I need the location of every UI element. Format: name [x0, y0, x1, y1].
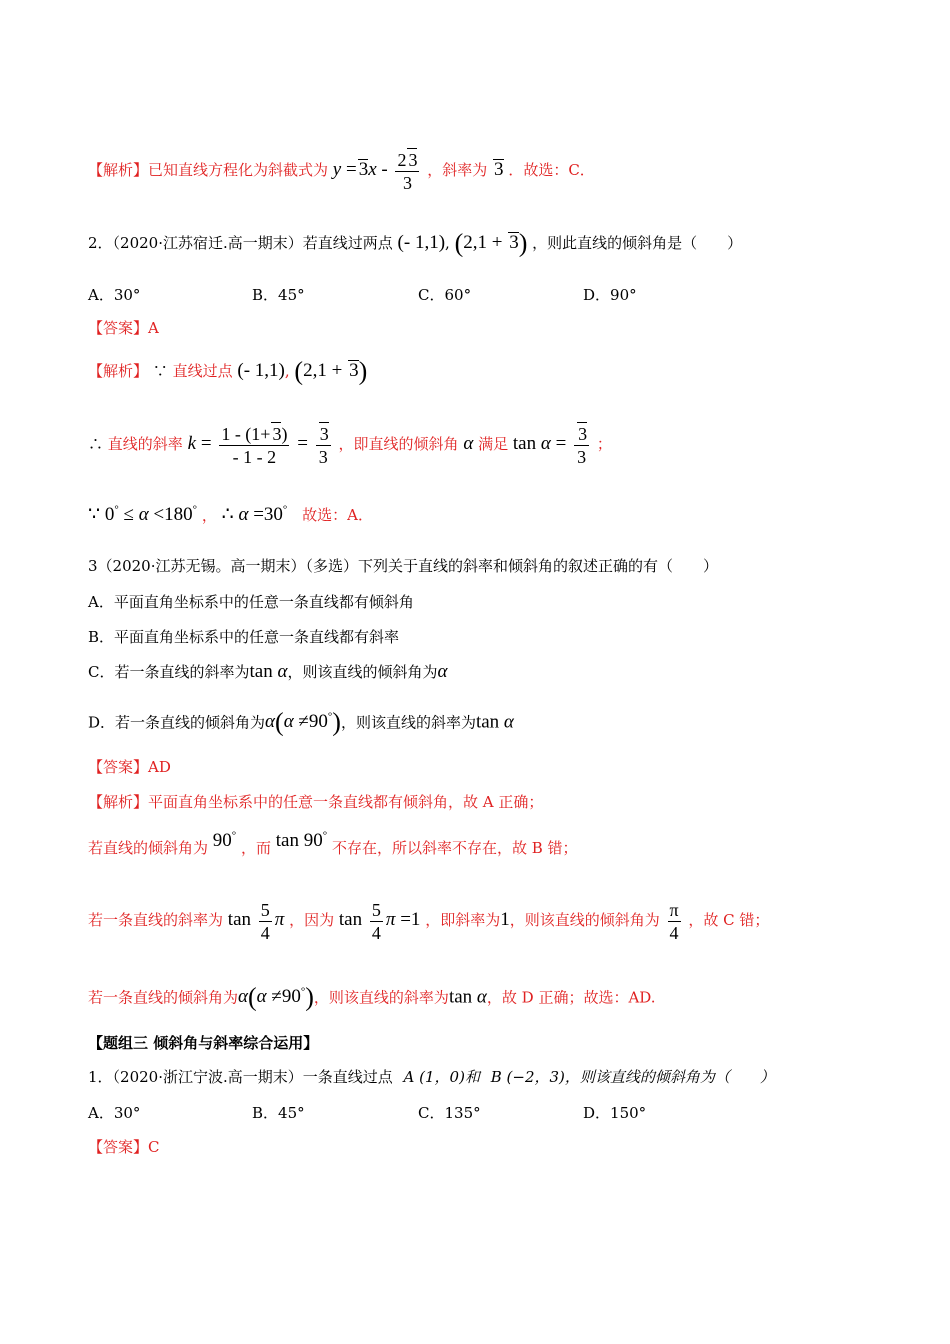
q2-angle-text: ，即直线的倾斜角 [338, 435, 459, 453]
q2-option-c: C．60° [418, 286, 472, 304]
q2-stem-prefix: 2．（2020·江苏宿迁.高一期末）若直线过两点 [88, 234, 393, 252]
therefore-symbol: ∴ [88, 435, 104, 453]
s3-q1-option-b: B．45° [252, 1104, 305, 1122]
q2-analysis-label: 【解析】 [88, 362, 149, 380]
q2-analysis-point-1: (- 1,1) [237, 360, 285, 381]
q2-slope-text: 直线的斜率 [107, 435, 183, 453]
s3-q1-answer: 【答案】C [88, 1138, 160, 1156]
q3-answer: 【答案】AD [88, 758, 171, 776]
s3-q1-option-c: C．135° [418, 1104, 481, 1122]
q2-analysis-point-2: (2,1 + 3) [294, 356, 368, 386]
q1-analysis-mid: ，斜率为 [427, 161, 488, 179]
q2-point-1: (- 1,1) [397, 232, 446, 253]
q1-fraction: $\frac{2 3}{3}$ [397, 150, 418, 193]
q1-analysis [88, 148, 595, 194]
q2-analysis-line3: ∵ 0° ≤ α <180° ， ∴ α =30° 故选：A． [88, 504, 373, 526]
q2-option-d: D．90° [583, 286, 637, 304]
q1-slope: 3 [494, 159, 504, 180]
q2-tan-value: $\frac{3}{3}$ [574, 422, 589, 468]
q2-satisfy-text: 满足 [478, 435, 509, 453]
because-symbol: ∵ [152, 362, 168, 380]
q1-analysis-suffix: ．故选：C． [508, 161, 595, 179]
q3-stem: 3（2020·江苏无锡。高一期末）（多选）下列关于直线的斜率和倾斜角的叙述正确的有（ ） [88, 557, 718, 575]
q3-option-c: C．若一条直线的斜率为tan α，则该直线的倾斜角为α [88, 661, 448, 682]
q3-option-b: B．平面直角坐标系中的任意一条直线都有斜率 [88, 628, 400, 646]
q3-analysis-4: 若一条直线的倾斜角为α(α ≠90°)，则该直线的斜率为tan α，故 D 正确；故选：AD. [88, 982, 656, 1012]
section-title: 【题组三 倾斜角与斜率综合运用】 [88, 1034, 319, 1052]
s3-q1-option-d: D．150° [583, 1104, 647, 1122]
q2-stem-suffix: ，则此直线的倾斜角是（ ） [532, 234, 743, 252]
q2-analysis-line2: ∴ 直线的斜率 k = $\frac{1 - (1+ 3)}{- 1 - 2}$ = $\frac{3}{3}$ ，即直线的倾斜角 α 满足 tan α = $\frac{3}{3}$ ； [88, 424, 612, 467]
q2-slope-fraction: $\frac{1 - (1+ 3)}{- 1 - 2}$ [221, 424, 288, 467]
q3-analysis-2: 若直线的倾斜角为 90° ，而 tan 90° 不存在，所以斜率不存在，故 B 错； [88, 830, 578, 857]
q2-answer: 【答案】A [88, 319, 159, 337]
q1-analysis-prefix: 【解析】已知直线方程化为斜截式为 [88, 161, 329, 179]
q3-option-d: D．若一条直线的倾斜角为α(α ≠90°)，则该直线的斜率为tan α [88, 707, 514, 737]
q2-point-2: (2,1 + 3) [454, 228, 528, 258]
q3-option-a: A．平面直角坐标系中的任意一条直线都有倾斜角 [88, 593, 414, 611]
q2-option-a: A．30° [88, 286, 141, 304]
q2-option-b: B．45° [252, 286, 305, 304]
q2-analysis-line1: 【解析】 ∵ 直线过点 (- 1,1), (2,1 + 3) [88, 356, 368, 386]
s3-q1-stem: 1．（2020·浙江宁波.高一期末）一条直线过点 A (1，0)和 B (−2，3)，则该直线的倾斜角为（ ） [88, 1068, 775, 1086]
q3-analysis-3: 若一条直线的斜率为 tan $\frac{5}{4}$ π ，因为 tan $\frac{5}{4}$ π =1 ，即斜率为1，则该直线的倾斜角为 $\frac{\pi}{4}$ ，故 C 错； [88, 899, 770, 943]
q2-slope-value: $\frac{3}{3}$ [316, 422, 331, 468]
s3-q1-option-a: A．30° [88, 1104, 141, 1122]
q2-range: ∵ 0° ≤ α <180° [88, 504, 198, 526]
q2-stem: 2．（2020·江苏宿迁.高一期末）若直线过两点 (- 1,1), (2,1 + 3) ，则此直线的倾斜角是（ ） [88, 228, 743, 258]
q3-analysis-1: 【解析】平面直角坐标系中的任意一条直线都有倾斜角，故 A 正确； [88, 793, 544, 811]
q2-result: ∴ α =30° [221, 504, 288, 526]
q2-conclusion: 故选：A． [302, 506, 373, 525]
q2-analysis-text: 直线过点 [172, 362, 233, 380]
q1-equation: y = 3x - [332, 159, 393, 180]
